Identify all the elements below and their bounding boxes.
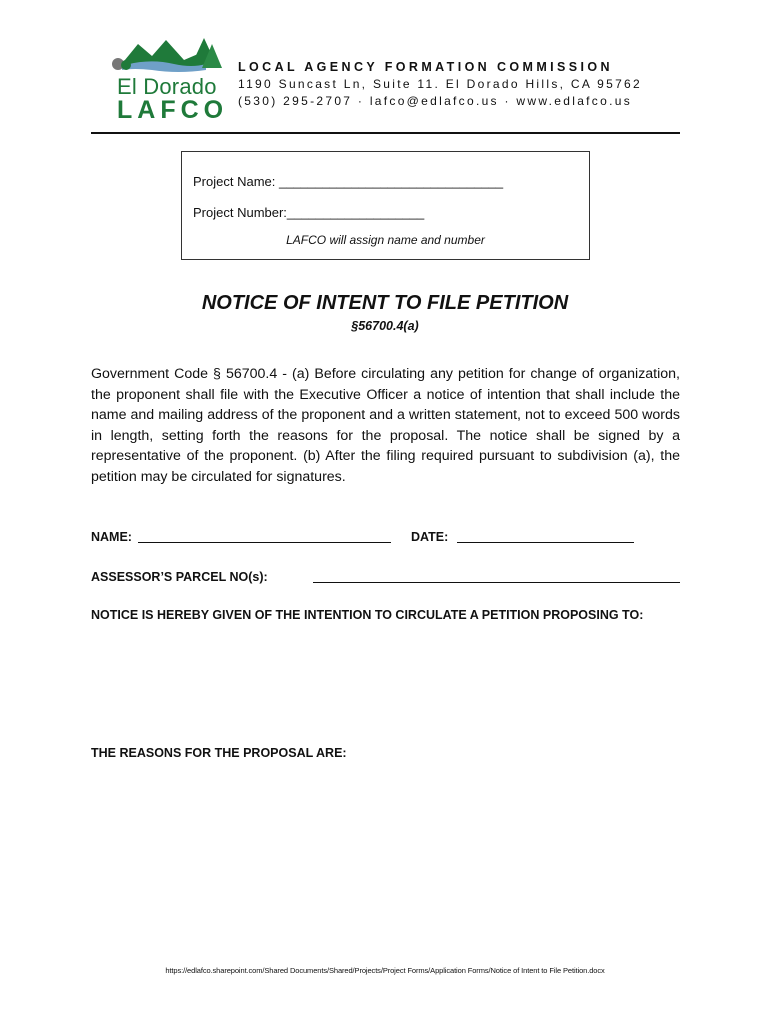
project-number-field[interactable]: Project Number:___________________ [193, 205, 425, 220]
name-input-line[interactable] [138, 542, 391, 543]
date-label: DATE: [411, 530, 449, 544]
notice-statement: NOTICE IS HEREBY GIVEN OF THE INTENTION TO CIRCULATE A PETITION PROPOSING TO: [91, 608, 644, 622]
document-title: NOTICE OF INTENT TO FILE PETITION [201, 292, 569, 314]
footer-file-path: https://edlafco.sharepoint.com/Shared Documents/Shared/Projects/Project Forms/Application Forms/Notice of Intent to File Petition.docx [165, 966, 605, 975]
apn-label: ASSESSOR’S PARCEL NO(s): [91, 570, 268, 584]
header-divider [91, 132, 680, 134]
project-info-box [181, 151, 590, 260]
apn-input-line[interactable] [313, 582, 680, 583]
name-label: NAME: [91, 530, 132, 544]
date-input-line[interactable] [457, 542, 634, 543]
logo-text-lafco: LAFCO [117, 96, 229, 124]
project-box-note: LAFCO will assign name and number [286, 233, 485, 247]
org-contact: (530) 295-2707 · lafco@edlafco.us · www.edlafco.us [238, 94, 632, 108]
reasons-heading: THE REASONS FOR THE PROPOSAL ARE: [91, 746, 347, 760]
government-code-text: Government Code § 56700.4 - (a) Before circulating any petition for change of organization, the proponent shall file with the Executive Officer a notice of intention that shall include the name and mailing address of the proponent and a written statement, not to exceed 500 words in length, setting forth the reasons for the proposal. The notice shall be signed by a representative of the proponent. (b) After the filing required pursuant to subdivision (a), the petition may be circulated for signatures. [91, 366, 680, 485]
logo-text-el-dorado: El Dorado [117, 74, 217, 99]
org-name: LOCAL AGENCY FORMATION COMMISSION [238, 60, 613, 74]
org-address: 1190 Suncast Ln, Suite 11. El Dorado Hills, CA 95762 [238, 77, 642, 91]
el-dorado-lafco-logo [108, 34, 229, 124]
code-section: §56700.4(a) [351, 319, 419, 333]
project-name-field[interactable]: Project Name: _______________________________ [193, 174, 504, 189]
